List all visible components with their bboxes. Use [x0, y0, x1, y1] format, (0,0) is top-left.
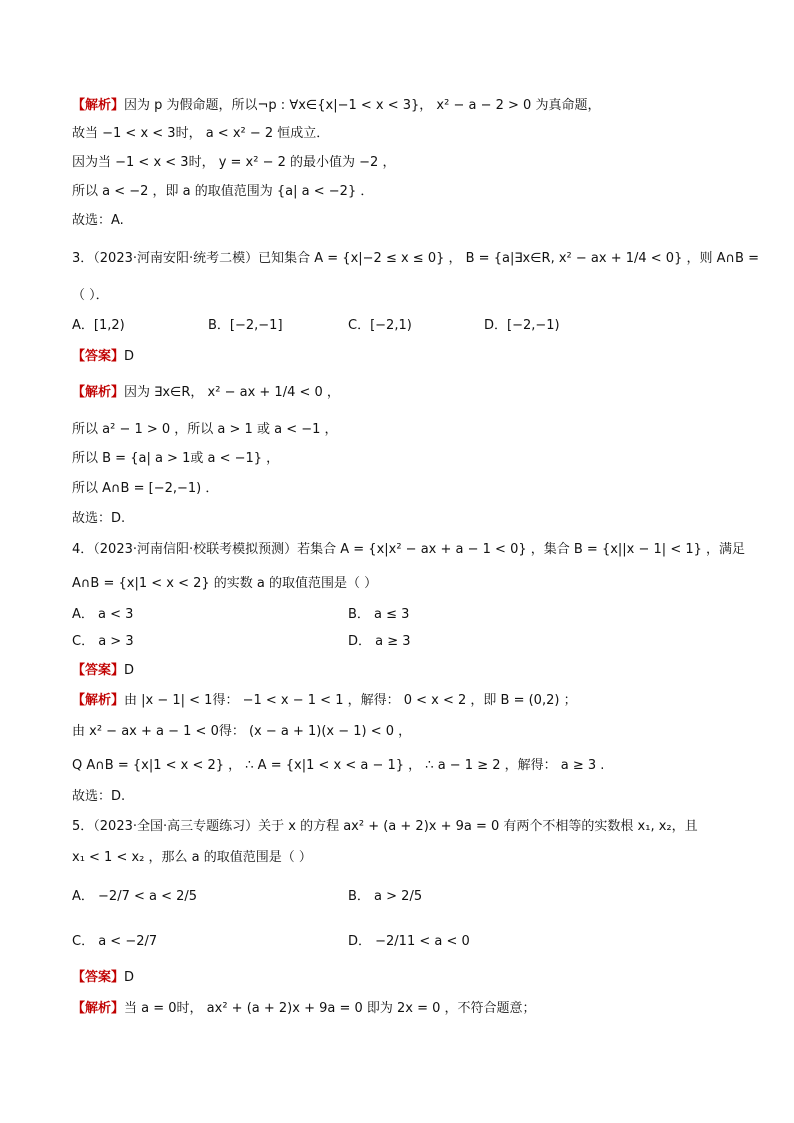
solution-text: 当 a = 0时， ax² + (a + 2)x + 9a = 0 即为 2x = 0 ，不符合题意；: [124, 1001, 536, 1016]
solution-line: 由 x² − ax + a − 1 < 0得： (x − a + 1)(x − 1) < 0 ，: [72, 724, 412, 739]
question-4-option-c: C． a > 3: [72, 634, 134, 649]
solution-tag: 【解析】: [72, 693, 125, 708]
question-3-answer: [72, 346, 134, 367]
question-5-option-c: C． a < −2/7: [72, 934, 158, 949]
solution-text: 因为 p 为假命题，所以¬p : ∀x∈{x|−1 < x < 3}， x² − a − 2 > 0 为真命题，: [124, 98, 601, 113]
solution-line: 故选：D.: [72, 511, 126, 526]
solution-text: 由 |x − 1| < 1得： −1 < x − 1 < 1 ，解得： 0 < x < 2 ，即 B = (0,2) ；: [124, 693, 577, 708]
question-3-option-b: B．[−2,−1]: [208, 318, 283, 333]
solution-line: 所以 B = {a| a > 1或 a < −1} ，: [72, 451, 280, 466]
question-5-option-d: D． −2/11 < a < 0: [348, 934, 470, 949]
question-4-stem: 4．（2023·河南信阳·校联考模拟预测）若集合 A = {x|x² − ax + a − 1 < 0} ，集合 B = {x||x − 1| < 1} ，满足: [72, 542, 746, 557]
question-3-option-d: D．[−2,−1): [484, 318, 560, 333]
solution-line: 因为当 −1 < x < 3时， y = x² − 2 的最小值为 −2 ，: [72, 155, 396, 170]
solution-line: Q A∩B = {x|1 < x < 2} ， ∴ A = {x|1 < x < a − 1} ， ∴ a − 1 ≥ 2 ，解得： a ≥ 3 .: [72, 758, 605, 773]
question-4-option-d: D． a ≥ 3: [348, 634, 411, 649]
solution-line: 故当 −1 < x < 3时， a < x² − 2 恒成立．: [72, 126, 330, 141]
question-4-option-b: B． a ≤ 3: [348, 607, 410, 622]
solution-line: 所以 A∩B = [−2,−1) ．: [72, 481, 219, 496]
question-3-stem-cont: （ ）．: [72, 288, 109, 303]
solution-tag: 【解析】: [72, 385, 125, 400]
solution-line: [72, 95, 600, 116]
question-5-option-a: A． −2/7 < a < 2/5: [72, 889, 198, 904]
question-4-answer: [72, 660, 134, 681]
answer-value: D: [124, 349, 135, 364]
solution-line: 所以 a² − 1 > 0 ，所以 a > 1 或 a < −1 ，: [72, 422, 338, 437]
question-3-option-a: A．[1,2): [72, 318, 125, 333]
answer-tag: 【答案】: [72, 970, 125, 985]
question-5-solution: [72, 998, 536, 1019]
solution-text: 因为 ∃x∈R， x² − ax + 1/4 < 0 ，: [124, 385, 340, 400]
answer-tag: 【答案】: [72, 349, 125, 364]
question-5-stem-cont: x₁ < 1 < x₂ ，那么 a 的取值范围是（ ）: [72, 850, 312, 865]
question-5-stem: 5．（2023·全国·高三专题练习）关于 x 的方程 ax² + (a + 2)x + 9a = 0 有两个不相等的实数根 x₁, x₂，且: [72, 819, 698, 834]
question-5-answer: [72, 967, 134, 988]
question-3-stem: 3．（2023·河南安阳·统考二模）已知集合 A = {x|−2 ≤ x ≤ 0} ， B = {a|∃x∈R, x² − ax + 1/4 < 0} ，则 A∩B =: [72, 251, 759, 266]
question-3-option-c: C．[−2,1): [348, 318, 412, 333]
question-4-stem-cont: A∩B = {x|1 < x < 2} 的实数 a 的取值范围是（ ）: [72, 576, 378, 591]
answer-tag: 【答案】: [72, 663, 125, 678]
solution-line: 故选：D.: [72, 789, 126, 804]
solution-tag: 【解析】: [72, 98, 125, 113]
question-5-option-b: B． a > 2/5: [348, 889, 423, 904]
question-4-option-a: A． a < 3: [72, 607, 134, 622]
answer-value: D: [124, 663, 135, 678]
solution-line: 故选：A.: [72, 213, 124, 228]
solution-tag: 【解析】: [72, 1001, 125, 1016]
solution-line: 所以 a < −2 ，即 a 的取值范围为 {a| a < −2} ．: [72, 184, 374, 199]
question-3-solution: [72, 382, 340, 403]
question-4-solution: [72, 690, 577, 711]
answer-value: D: [124, 970, 135, 985]
